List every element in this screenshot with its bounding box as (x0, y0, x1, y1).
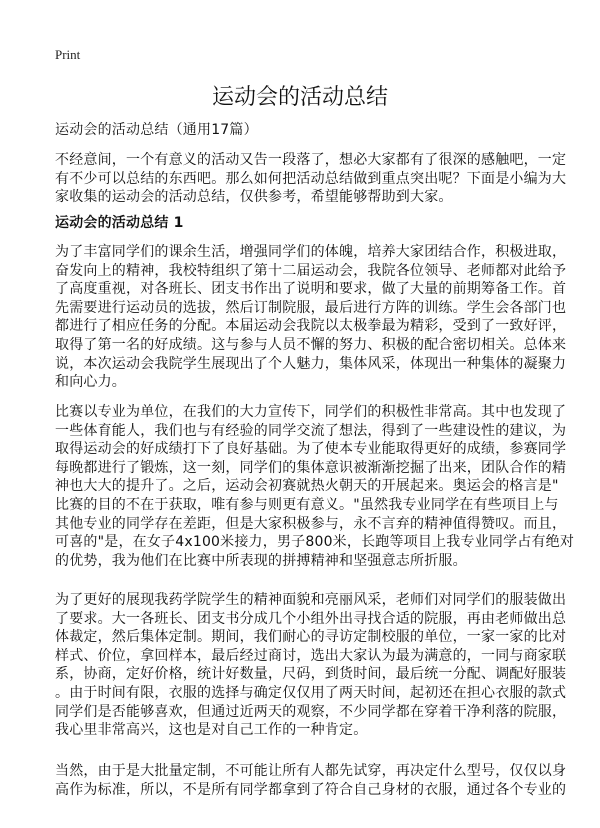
text-line: 为了丰富同学们的课余生活，增强同学们的体魄，培养大家团结合作，积极进取， (55, 244, 567, 260)
text-line: 先需要进行运动员的选拔，然后订制院服，最后进行方阵的训练。学生会各部门也 (55, 299, 567, 316)
text-line: 取得运动会的好成绩打下了良好基础。为了使本专业能取得更好的成绩，参赛同学 (55, 441, 567, 458)
print-link[interactable]: Print (55, 47, 81, 62)
text-line: 了要求。大一各班长、团支书分成几个小组外出寻找合适的院服，再由老师做出总 (55, 610, 567, 627)
text-line: 当然，由于是大批量定制，不可能让所有人都先试穿，再决定什么型号，仅仅以身 (55, 763, 567, 779)
text-line: 为了更好的展现我药学院学生的精神面貌和亮丽风采，老师们对同学们的服装做出 (55, 592, 567, 608)
text-line: 其他专业的同学存在差距，但是大家积极参与，永不言弃的精神值得赞叹。而且， (55, 515, 567, 532)
document-subtitle (55, 121, 555, 140)
text-line: 了高度重视，对各班长、团支书作出了说明和要求，做了大量的前期筹备工作。首 (55, 281, 567, 298)
text-line: 比赛的目的不在于获取，唯有参与则更有意义。"虽然我专业同学在有些项目上与 (55, 496, 559, 513)
text-line: 有不少可以总结的东西吧。那么如何把活动总结做到重点突出呢？下面是小编为大 (55, 170, 567, 187)
text-line: 我心里非常高兴，这也是对自己工作的一种肯定。 (55, 722, 368, 739)
text-line: 奋发向上的精神，我校特组织了第十二届运动会，我院各位领导、老师都对此给予 (55, 262, 567, 279)
text-line: 都进行了相应任务的分配。本届运动会我院以太极拳最为精彩，受到了一致好评， (55, 318, 567, 335)
text-line: 说，本次运动会我院学生展现出了个人魅力，集体风采，体现出一种集体的凝聚力 (55, 355, 567, 372)
intro-paragraph (55, 151, 567, 207)
text-line: 的优势，我为他们在比赛中所表现的拼搏精神和坚强意志所折服。 (55, 552, 467, 569)
text-line: 。由于时间有限，衣服的选择与确定仅仅用了两天时间，起初还在担心衣服的款式 (55, 684, 567, 701)
body-paragraph-3 (55, 591, 567, 740)
subtitle-text: 运动会的活动总结（通用17篇） (55, 122, 258, 138)
body-paragraph-1 (55, 243, 567, 392)
section-heading-text: 运动会的活动总结 1 (55, 215, 184, 231)
text-line: 比赛以专业为单位，在我们的大力宣传下，同学们的积极性非常高。其中也发现了 (55, 404, 567, 420)
text-line: 系，协商，定好价格，统计好数量，尺码，到货时间，最后统一分配、调配好服装 (55, 666, 567, 683)
text-line: 同学们是否能够喜欢，但通过近两天的观察，不少同学都在穿着干净利落的院服， (55, 703, 567, 720)
document-title: 运动会的活动总结 (211, 85, 388, 110)
text-line: 可喜的"是，在女子4x100米接力，男子800米，长跑等项目上我专业同学占有绝对 (55, 534, 575, 551)
body-paragraph-4 (55, 762, 567, 799)
text-line: 一些体育能人，我们也与有经验的同学交流了想法，得到了一些建设性的建议，为 (55, 422, 567, 439)
text-line: 高作为标准，所以，不是所有同学都拿到了符合自己身材的衣服，通过各个专业的 (55, 781, 567, 798)
text-line: 神也大大的提升了。之后，运动会初赛就热火朝天的开展起来。奥运会的格言是" (55, 478, 559, 495)
text-line: 不经意间，一个有意义的活动又告一段落了，想必大家都有了很深的感触吧，一定 (55, 152, 567, 168)
section-heading (55, 214, 555, 233)
text-line: 体裁定，然后集体定制。期间，我们耐心的寻访定制校服的单位，一家一家的比对 (55, 629, 567, 646)
text-line: 样式、价位，拿回样本，最后经过商讨，选出大家认为最为满意的，一同与商家联 (55, 647, 567, 664)
text-line: 家收集的运动会的活动总结，仅供参考，希望能够帮助到大家。 (55, 189, 453, 206)
text-line: 取得了第一名的好成绩。这与参与人员不懈的努力、积极的配合密切相关。总体来 (55, 336, 567, 353)
text-line: 每晚都进行了锻炼，这一刻，同学们的集体意识被渐渐挖掘了出来，团队合作的精 (55, 459, 567, 476)
body-paragraph-2 (55, 403, 575, 570)
text-line: 和向心力。 (55, 374, 126, 391)
